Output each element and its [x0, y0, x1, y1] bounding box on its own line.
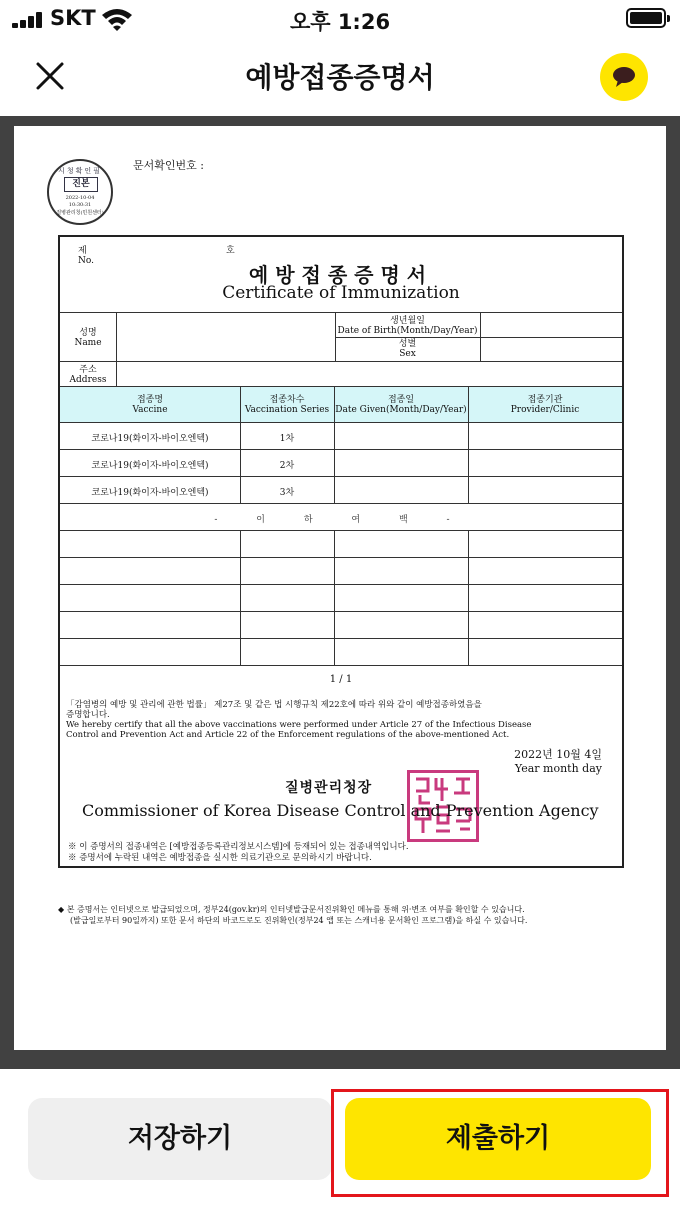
certificate-page	[14, 126, 666, 1050]
chat-button[interactable]	[600, 53, 648, 101]
table-row	[60, 639, 622, 666]
agency-name-en: Commissioner of Korea Disease Control and Prevention Agency	[82, 801, 599, 820]
vaccination-table-header: 접종명 Vaccine 접종차수 Vaccination Series 접종일 Date Given(Month/Day/Year) 접종기관 Provider/Clinic	[60, 386, 622, 423]
table-row	[60, 612, 622, 639]
sex-label: 성별 Sex	[398, 339, 417, 359]
page-title: 예방접종증명서	[245, 61, 435, 94]
issue-date: 2022년 10월 4일	[514, 748, 602, 761]
certificate-header: 제 호 No. 예방접종증명서 Certificate of Immunization	[60, 237, 622, 313]
carrier-name: SKT	[50, 6, 96, 30]
blank-row: - 이 하 여 백 -	[60, 504, 622, 531]
name-label: 성명 Name	[74, 328, 102, 348]
issue-date-en: Year month day	[514, 762, 602, 775]
certificate-title-en: Certificate of Immunization	[222, 283, 460, 303]
table-row: 코로나19(화이자-바이오엔텍) 1차	[60, 423, 622, 450]
footnote: ※ 증명서에 누락된 내역은 예방접종을 실시한 의료기관으로 문의하시기 바랍니다.	[68, 853, 372, 863]
authenticity-stamp: 시청확인필 진본 2022-10-04 10:30:31 질병관리청(민원센터)	[47, 159, 113, 225]
agency-name-ko: 질병관리청장	[285, 780, 373, 796]
submit-button[interactable]: 제출하기	[345, 1098, 651, 1180]
doc-check-number-label: 문서확인번호 :	[133, 159, 204, 172]
page-number: 1 / 1	[329, 674, 353, 685]
table-row	[60, 558, 622, 585]
status-time: 오후 1:26	[289, 10, 391, 34]
battery-icon	[626, 8, 666, 28]
table-row	[60, 585, 622, 612]
footnote: ※ 이 증명서의 접종내역은 [예방접종등록관리정보시스템]에 등재되어 있는 접종내역입니다.	[68, 842, 409, 852]
address-label: 주소 Address	[69, 365, 107, 385]
save-button[interactable]: 저장하기	[28, 1098, 332, 1180]
table-row: 코로나19(화이자-바이오엔텍) 3차	[60, 477, 622, 504]
issuance-notice: ◆ 본 증명서는 인터넷으로 발급되었으며, 정부24(gov.kr)의 인터넷발급문서진위확인 메뉴를 통해 위·변조 여부를 확인할 수 있습니다. (발급일로부터 90일까지) 또한 문서 하단의 바코드로도 진위확인(정부24 앱 또는 스캐너용 문서확인 프로그램)을 하실 수 있습니다.	[58, 905, 528, 925]
status-bar	[0, 0, 680, 40]
certification-statement: 「감염병의 예방 및 관리에 관한 법률」 제27조 및 같은 법 시행규칙 제22호에 따라 위와 같이 예방접종하였음을 증명합니다. We hereby certify that all the above vaccinations were performed under Article 27 of the Infectious Disease Control and Prevention Act and Article 22 of the Enforcement regulations of the above-mentioned Act.	[66, 700, 532, 740]
document-viewer[interactable]	[0, 116, 680, 1069]
table-row: 코로나19(화이자-바이오엔텍) 2차	[60, 450, 622, 477]
certificate-frame	[58, 235, 624, 868]
speech-bubble-icon	[612, 66, 636, 88]
table-row	[60, 531, 622, 558]
dob-label: 생년월일 Date of Birth(Month/Day/Year)	[337, 316, 478, 336]
certificate-title-ko: 예방접종증명서	[248, 263, 434, 287]
